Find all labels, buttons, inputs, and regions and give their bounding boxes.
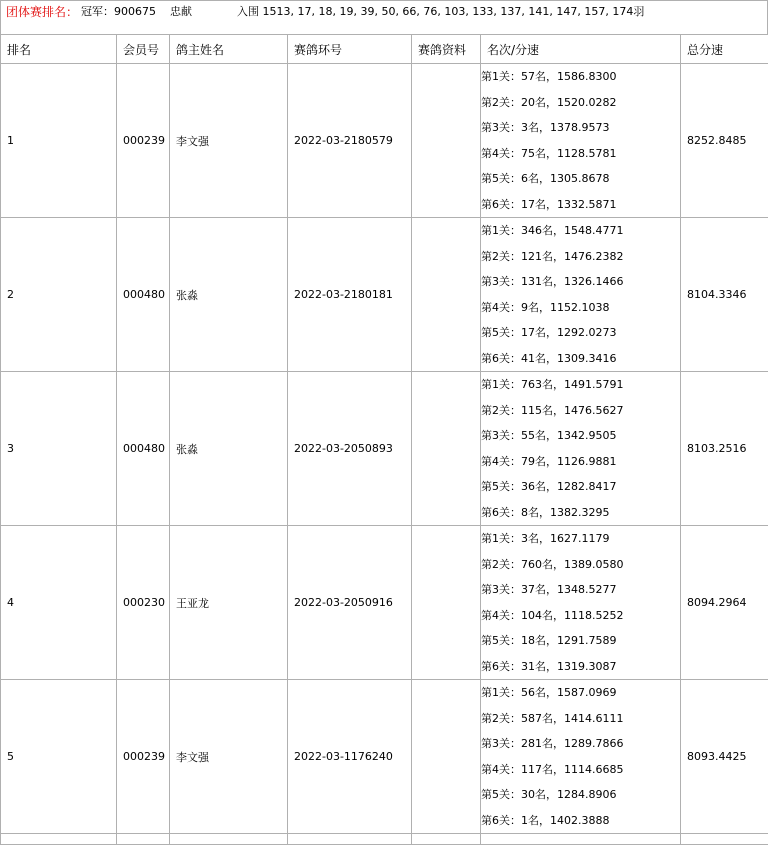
leg-result: 第6关：8名，1382.3295 — [481, 500, 680, 526]
col-header-owner: 鸽主姓名 — [170, 35, 288, 64]
total-speed-cell: 8103.2516 — [681, 372, 768, 526]
total-speed-cell: 8093.4425 — [681, 680, 768, 834]
pigeon-info-cell — [412, 218, 481, 372]
table-row — [1, 680, 768, 834]
col-header-member: 会员号 — [117, 35, 170, 64]
leg-result: 第1关：56名，1587.0969 — [481, 680, 680, 706]
leg-result: 第2关：121名，1476.2382 — [481, 244, 680, 270]
qualified-list: 入围 1513, 17, 18, 19, 39, 50, 66, 76, 103, 133, 137, 141, 147, 157, 174羽 — [237, 5, 687, 19]
ring-number-cell: 2022-03-2180579 — [288, 64, 412, 218]
table-row — [1, 64, 768, 218]
leg-result: 第2关：587名，1414.6111 — [481, 706, 680, 732]
pigeon-info-cell — [412, 64, 481, 218]
leg-result: 第1关：763名，1491.5791 — [481, 372, 680, 398]
empty-cell — [1, 834, 117, 845]
rank-cell: 5 — [1, 680, 117, 834]
leg-result: 第3关：55名，1342.9505 — [481, 423, 680, 449]
leg-result: 第1关：346名，1548.4771 — [481, 218, 680, 244]
col-header-info: 赛鸽资料 — [412, 35, 481, 64]
leg-result: 第2关：760名，1389.0580 — [481, 552, 680, 578]
results-header — [0, 0, 768, 35]
leg-result: 第1关：57名，1586.8300 — [481, 64, 680, 90]
rank-cell: 4 — [1, 526, 117, 680]
empty-cell — [681, 834, 768, 845]
member-id-cell: 000230 — [117, 526, 170, 680]
leg-result: 第6关：17名，1332.5871 — [481, 192, 680, 218]
leg-result: 第5关：18名，1291.7589 — [481, 628, 680, 654]
leg-result: 第5关：30名，1284.8906 — [481, 782, 680, 808]
ring-number-cell: 2022-03-1176240 — [288, 680, 412, 834]
leg-result: 第3关：131名，1326.1466 — [481, 269, 680, 295]
col-header-ring: 赛鸽环号 — [288, 35, 412, 64]
leg-results-cell — [481, 218, 681, 372]
empty-cell — [170, 834, 288, 845]
owner-name-cell: 张淼 — [170, 372, 288, 526]
table-row — [1, 218, 768, 372]
leg-result: 第1关：3名，1627.1179 — [481, 526, 680, 552]
table-row-partial — [1, 834, 768, 845]
leg-result: 第6关：1名，1402.3888 — [481, 808, 680, 834]
total-speed-cell: 8104.3346 — [681, 218, 768, 372]
col-header-total: 总分速 — [681, 35, 768, 64]
col-header-rank: 排名 — [1, 35, 117, 64]
empty-cell — [117, 834, 170, 845]
leg-result: 第5关：6名，1305.8678 — [481, 166, 680, 192]
leg-result: 第4关：104名，1118.5252 — [481, 603, 680, 629]
leg-result: 第3关：3名，1378.9573 — [481, 115, 680, 141]
empty-cell — [288, 834, 412, 845]
table-row — [1, 526, 768, 680]
leg-result: 第5关：36名，1282.8417 — [481, 474, 680, 500]
leg-results-cell — [481, 526, 681, 680]
leg-result: 第6关：31名，1319.3087 — [481, 654, 680, 680]
rank-cell: 1 — [1, 64, 117, 218]
leg-result: 第4关：75名，1128.5781 — [481, 141, 680, 167]
pigeon-info-cell — [412, 372, 481, 526]
member-id-cell: 000239 — [117, 64, 170, 218]
owner-name-cell: 李文强 — [170, 680, 288, 834]
leg-results-cell — [481, 64, 681, 218]
leg-results-cell — [481, 680, 681, 834]
ring-number-cell: 2022-03-2050893 — [288, 372, 412, 526]
leg-result: 第2关：20名，1520.0282 — [481, 90, 680, 116]
team-ranking-label: 团体赛排名： — [5, 5, 79, 19]
total-speed-cell: 8252.8485 — [681, 64, 768, 218]
leg-results-cell — [481, 372, 681, 526]
col-header-legs: 名次/分速 — [481, 35, 681, 64]
champion-info — [81, 5, 206, 19]
ranking-table — [0, 34, 768, 845]
total-speed-cell: 8094.2964 — [681, 526, 768, 680]
leg-result: 第3关：281名，1289.7866 — [481, 731, 680, 757]
leg-result: 第6关：41名，1309.3416 — [481, 346, 680, 372]
champion-name: 忠献 — [170, 5, 192, 18]
member-id-cell: 000239 — [117, 680, 170, 834]
leg-result: 第2关：115名，1476.5627 — [481, 398, 680, 424]
champion-id: 900675 — [114, 5, 156, 18]
owner-name-cell: 李文强 — [170, 64, 288, 218]
rank-cell: 3 — [1, 372, 117, 526]
owner-name-cell: 王亚龙 — [170, 526, 288, 680]
rank-cell: 2 — [1, 218, 117, 372]
ring-number-cell: 2022-03-2050916 — [288, 526, 412, 680]
table-header-row — [1, 35, 768, 64]
leg-result: 第5关：17名，1292.0273 — [481, 320, 680, 346]
member-id-cell: 000480 — [117, 372, 170, 526]
champion-prefix: 冠军： — [81, 5, 114, 18]
ring-number-cell: 2022-03-2180181 — [288, 218, 412, 372]
empty-cell — [481, 834, 681, 845]
empty-cell — [412, 834, 481, 845]
owner-name-cell: 张淼 — [170, 218, 288, 372]
pigeon-info-cell — [412, 680, 481, 834]
table-row — [1, 372, 768, 526]
leg-result: 第4关：117名，1114.6685 — [481, 757, 680, 783]
leg-result: 第4关：9名，1152.1038 — [481, 295, 680, 321]
leg-result: 第3关：37名，1348.5277 — [481, 577, 680, 603]
pigeon-info-cell — [412, 526, 481, 680]
leg-result: 第4关：79名，1126.9881 — [481, 449, 680, 475]
member-id-cell: 000480 — [117, 218, 170, 372]
